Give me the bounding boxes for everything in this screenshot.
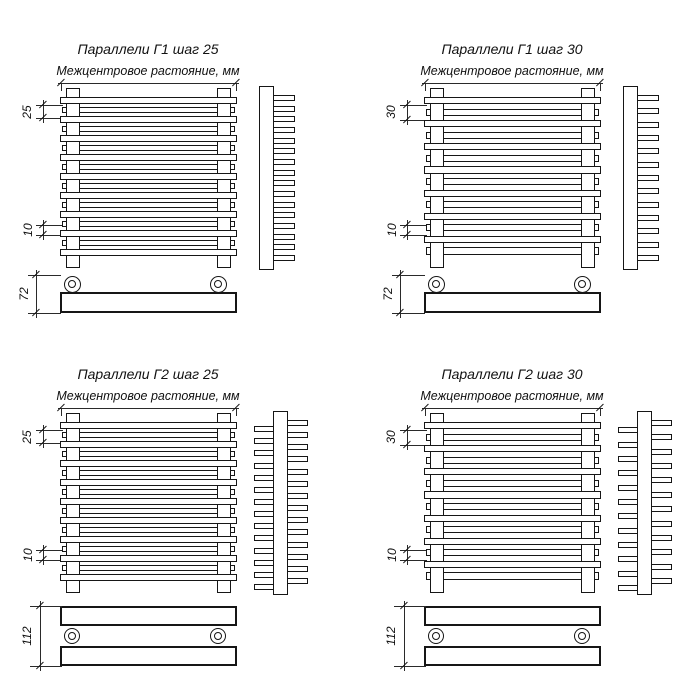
extension-line: [236, 83, 237, 91]
dim-line-top: [422, 408, 603, 409]
extension-line: [425, 83, 426, 91]
tube-bar-back: [62, 221, 235, 228]
extension-line: [61, 83, 62, 91]
extension-line: [61, 408, 62, 416]
quadrant-graphics: [364, 0, 700, 375]
tube-bar-front: [60, 555, 237, 562]
bottom-view: [60, 606, 237, 668]
dim-line-height: [404, 601, 405, 671]
extension-line: [236, 408, 237, 416]
quadrant-title: Параллели Г1 шаг 30: [441, 41, 583, 57]
tube-bar-back: [426, 434, 599, 441]
dim-step-label: 30: [384, 105, 398, 119]
union-circle-inner: [432, 280, 440, 288]
tube-bar-front: [60, 536, 237, 543]
tube-bar-back: [426, 109, 599, 116]
bottom-collector: [424, 292, 601, 313]
dim-step-label: 30: [384, 430, 398, 444]
dim-line-top: [422, 83, 603, 84]
tube-bar-front: [60, 135, 237, 142]
tube-bar-front: [424, 236, 601, 243]
tube-bar-front: [424, 190, 601, 197]
extension-line: [30, 606, 62, 607]
union-circle-inner: [68, 280, 76, 288]
tube-bar-back: [426, 457, 599, 464]
tube-bar-front: [60, 211, 237, 218]
tube-bar-back: [62, 451, 235, 458]
center-distance-label: Межцентровое растояние, мм: [56, 389, 240, 403]
union-circle-inner: [432, 632, 440, 640]
tube-bar-front: [424, 468, 601, 475]
bottom-collector-front: [424, 606, 601, 626]
tube-bar-front: [424, 213, 601, 220]
tube-bar-back: [426, 526, 599, 533]
tube-bar-front: [60, 479, 237, 486]
tube-bar-back: [426, 480, 599, 487]
tube-bar-back: [426, 155, 599, 162]
center-distance-label: Межцентровое растояние, мм: [56, 64, 240, 78]
front-view: [60, 88, 237, 268]
quadrant-g2-25: [0, 325, 336, 700]
bottom-collector-back: [60, 646, 237, 666]
dim-line-top: [58, 83, 239, 84]
tube-bar-back: [426, 224, 599, 231]
tube-bar-front: [60, 498, 237, 505]
quadrant-g2-30: [364, 325, 700, 700]
tube-bar-back: [62, 183, 235, 190]
extension-line: [600, 83, 601, 91]
dim-gap-label: 10: [385, 223, 399, 237]
tube-bar-back: [62, 164, 235, 171]
quadrant-title: Параллели Г1 шаг 25: [77, 41, 219, 57]
side-view: [616, 411, 674, 595]
side-view: [259, 86, 299, 270]
quadrant-g1-30: [364, 0, 700, 375]
dim-height-label: 112: [20, 626, 34, 646]
extension-line: [600, 408, 601, 416]
dim-line-top: [58, 408, 239, 409]
union-circle-inner: [68, 632, 76, 640]
dim-step-label: 25: [20, 105, 34, 119]
tube-bar-front: [424, 422, 601, 429]
dim-height-label: 72: [381, 287, 395, 301]
tube-bar-back: [62, 489, 235, 496]
union-circle-inner: [214, 632, 222, 640]
extension-line: [425, 408, 426, 416]
tube-bar-back: [426, 503, 599, 510]
extension-line: [30, 666, 62, 667]
quadrant-g1-25: [0, 0, 336, 375]
dim-height-label: 72: [17, 287, 31, 301]
dim-gap-label: 10: [21, 223, 35, 237]
tube-bar-front: [60, 173, 237, 180]
tube-bar-front: [424, 538, 601, 545]
extension-line: [394, 606, 426, 607]
quadrant-graphics: [0, 325, 336, 700]
quadrant-title: Параллели Г2 шаг 30: [441, 366, 583, 382]
tube-bar-back: [62, 145, 235, 152]
tube-bar-front: [424, 445, 601, 452]
tube-bar-front: [424, 143, 601, 150]
tube-bar-back: [426, 201, 599, 208]
dim-line-height: [40, 601, 41, 671]
tube-bar-back: [426, 549, 599, 556]
bottom-collector: [60, 292, 237, 313]
tube-bar-front: [60, 230, 237, 237]
tube-bar-back: [62, 546, 235, 553]
tube-bar-front: [60, 249, 237, 256]
dim-gap-label: 10: [385, 548, 399, 562]
tube-bar-back: [62, 432, 235, 439]
tube-bar-back: [62, 527, 235, 534]
tube-bar-back: [426, 572, 599, 579]
tube-bar-front: [60, 574, 237, 581]
tube-bar-back: [62, 565, 235, 572]
tube-bar-front: [60, 116, 237, 123]
side-collector: [623, 86, 638, 270]
tube-bar-front: [60, 97, 237, 104]
tube-bar-back: [62, 107, 235, 114]
union-circle-inner: [578, 632, 586, 640]
tube-bar-front: [60, 192, 237, 199]
dim-height-label: 112: [384, 626, 398, 646]
tube-bar-front: [424, 561, 601, 568]
tube-bar-back: [62, 508, 235, 515]
dim-step-label: 25: [20, 430, 34, 444]
bottom-collector-front: [60, 606, 237, 626]
union-circle-inner: [214, 280, 222, 288]
tube-bar-back: [62, 126, 235, 133]
tube-bar-back: [426, 178, 599, 185]
side-collector: [637, 411, 652, 595]
side-collector: [259, 86, 274, 270]
tube-bar-back: [426, 132, 599, 139]
tube-bar-back: [62, 470, 235, 477]
tube-bar-front: [60, 422, 237, 429]
side-collector: [273, 411, 288, 595]
quadrant-graphics: [0, 0, 336, 375]
side-view: [623, 86, 663, 270]
tube-bar-front: [424, 97, 601, 104]
front-view: [60, 413, 237, 593]
tube-bar-back: [426, 247, 599, 254]
front-view: [424, 88, 601, 268]
center-distance-label: Межцентровое растояние, мм: [420, 64, 604, 78]
tube-bar-front: [424, 491, 601, 498]
tube-bar-front: [424, 166, 601, 173]
side-view: [252, 411, 310, 595]
tube-bar-front: [424, 120, 601, 127]
tube-bar-front: [60, 460, 237, 467]
dim-gap-label: 10: [21, 548, 35, 562]
bottom-collector-back: [424, 646, 601, 666]
center-distance-label: Межцентровое растояние, мм: [420, 389, 604, 403]
quadrant-graphics: [364, 325, 700, 700]
extension-line: [394, 666, 426, 667]
tube-bar-front: [60, 517, 237, 524]
tube-bar-front: [60, 441, 237, 448]
bottom-view: [424, 275, 601, 315]
tube-bar-front: [60, 154, 237, 161]
front-view: [424, 413, 601, 593]
bottom-view: [60, 275, 237, 315]
quadrant-title: Параллели Г2 шаг 25: [77, 366, 219, 382]
bottom-view: [424, 606, 601, 668]
union-circle-inner: [578, 280, 586, 288]
tube-bar-back: [62, 202, 235, 209]
tube-bar-front: [424, 515, 601, 522]
tube-bar-back: [62, 240, 235, 247]
